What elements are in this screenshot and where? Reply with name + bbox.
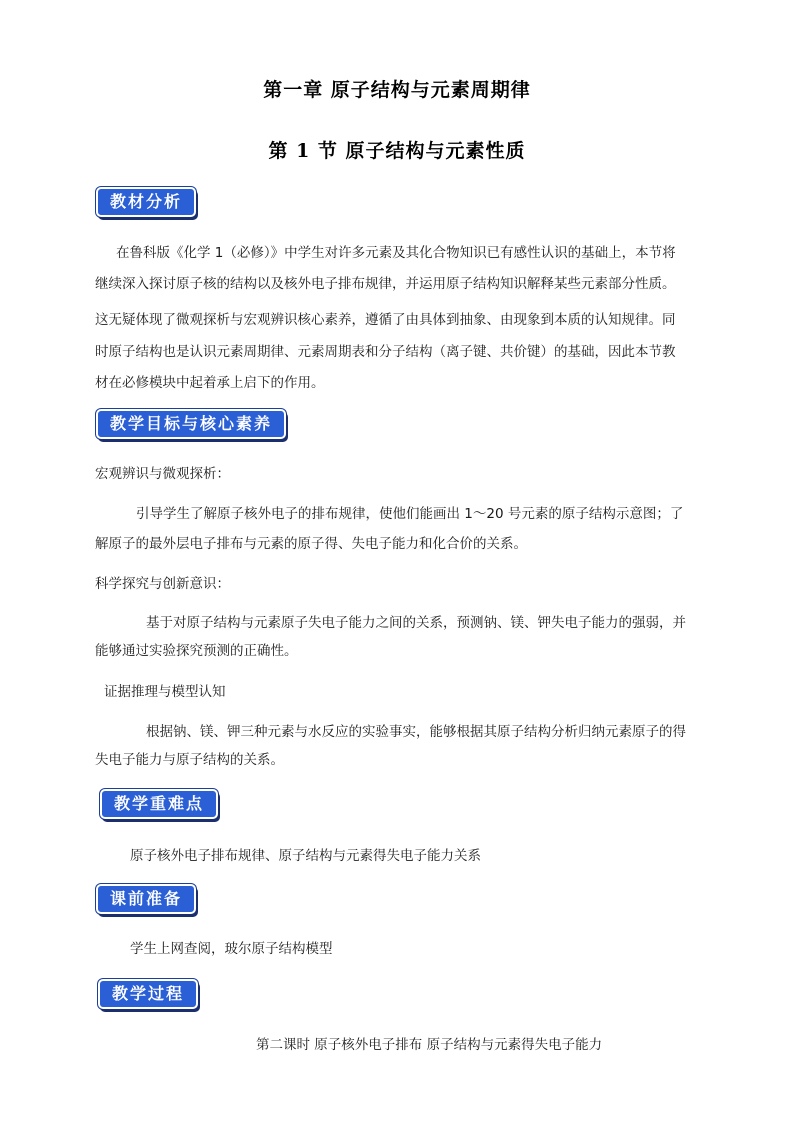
goal-text-line: 解原子的最外层电子排布与元素的原子得、失电子能力和化合价的关系。 [95,536,527,552]
section-badge-goals: 教学目标与核心素养 [96,409,286,439]
section-title: 第 1 节 原子结构与元素性质 [268,140,526,162]
section-badge-analysis: 教材分析 [96,187,196,217]
analysis-line-5: 材在必修模块中起着承上启下的作用。 [95,375,325,391]
analysis-line-3: 这无疑体现了微观探析与宏观辨识核心素养，遵循了由具体到抽象、由现象到本质的认知规律。同 [95,312,676,328]
lesson-title: 第二课时 原子核外电子排布 原子结构与元素得失电子能力 [256,1037,603,1053]
goal-label-macro-micro: 宏观辨识与微观探析： [95,466,230,482]
goal-text-line: 引导学生了解原子核外电子的排布规律，使他们能画出 1～20 号元素的原子结构示意图；了 [136,506,684,522]
section-badge-process: 教学过程 [98,979,198,1009]
analysis-line-2: 继续深入探讨原子核的结构以及核外电子排布规律，并运用原子结构知识解释某些元素部分性质。 [95,276,676,292]
key-points-text: 原子核外电子排布规律、原子结构与元素得失电子能力关系 [130,848,481,864]
chapter-title: 第一章 原子结构与元素周期律 [263,79,531,101]
goal-text-line: 能够通过实验探究预测的正确性。 [95,643,298,659]
goal-label-reasoning: 证据推理与模型认知 [104,684,226,700]
goal-text-line: 失电子能力与原子结构的关系。 [95,752,284,768]
preparation-text: 学生上网查阅，玻尔原子结构模型 [130,941,333,957]
goal-text-line: 基于对原子结构与元素原子失电子能力之间的关系，预测钠、镁、钾失电子能力的强弱，并 [146,615,686,631]
analysis-line-1: 在鲁科版《化学 1（必修）》中学生对许多元素及其化合物知识已有感性认识的基础上，本节将 [116,245,676,261]
section-badge-key-points: 教学重难点 [100,789,218,819]
analysis-line-4: 时原子结构也是认识元素周期律、元素周期表和分子结构（离子键、共价键）的基础，因此本节教 [95,344,676,360]
section-badge-preparation: 课前准备 [96,884,196,914]
goal-label-inquiry: 科学探究与创新意识： [95,576,230,592]
goal-text-line: 根据钠、镁、钾三种元素与水反应的实验事实，能够根据其原子结构分析归纳元素原子的得 [146,724,686,740]
